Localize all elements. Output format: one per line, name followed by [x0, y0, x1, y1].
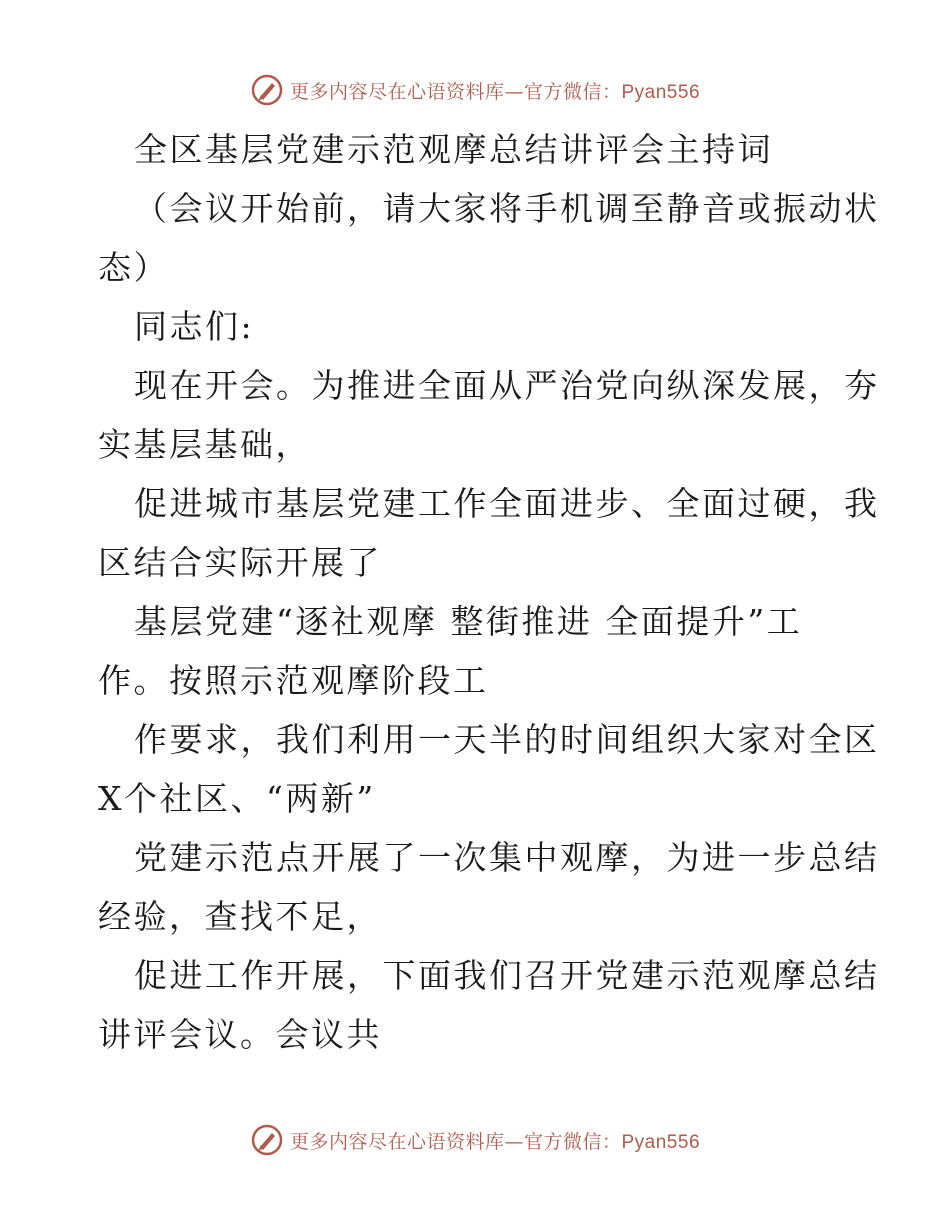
pen-logo-icon — [250, 1123, 284, 1157]
paragraph-line: 促进城市基层党建工作全面进步、全面过硬，我 — [134, 484, 880, 523]
paragraph-line: 区结合实际开展了 — [98, 543, 382, 582]
watermark-account: Pyan556 — [621, 81, 701, 103]
document-title: 全区基层党建示范观摩总结讲评会主持词 — [134, 130, 773, 169]
paragraph-line: 实基层基础， — [98, 425, 311, 464]
pen-logo-icon — [250, 73, 284, 107]
paragraph-line: X个社区、“两新” — [98, 779, 376, 818]
paragraph-line: 态） — [98, 248, 169, 287]
watermark-account: Pyan556 — [621, 1131, 701, 1153]
header-watermark — [0, 70, 950, 110]
paragraph-line: 党建示范点开展了一次集中观摩，为进一步总结 — [134, 838, 880, 877]
paragraph-line: 作要求，我们利用一天半的时间组织大家对全区 — [134, 720, 880, 759]
footer-watermark — [0, 1120, 950, 1160]
document-body — [98, 120, 880, 1064]
paragraph-line: 经验，查找不足， — [98, 897, 382, 936]
paragraph-line: 讲评会议。会议共 — [98, 1015, 382, 1054]
paragraph-line: （会议开始前，请大家将手机调至静音或振动状 — [134, 189, 880, 228]
paragraph-line: 现在开会。为推进全面从严治党向纵深发展，夯 — [134, 366, 880, 405]
paragraph-line: 作。按照示范观摩阶段工 — [98, 661, 489, 700]
paragraph-line: 基层党建“逐社观摩 整街推进 全面提升”工 — [134, 602, 803, 641]
paragraph-line: 同志们: — [134, 307, 255, 346]
paragraph-line: 促进工作开展，下面我们召开党建示范观摩总结 — [134, 956, 880, 995]
watermark-text: 更多内容尽在心语资料库—官方微信：Pyan556 — [289, 80, 701, 103]
watermark-text: 更多内容尽在心语资料库—官方微信：Pyan556 — [289, 1130, 701, 1153]
